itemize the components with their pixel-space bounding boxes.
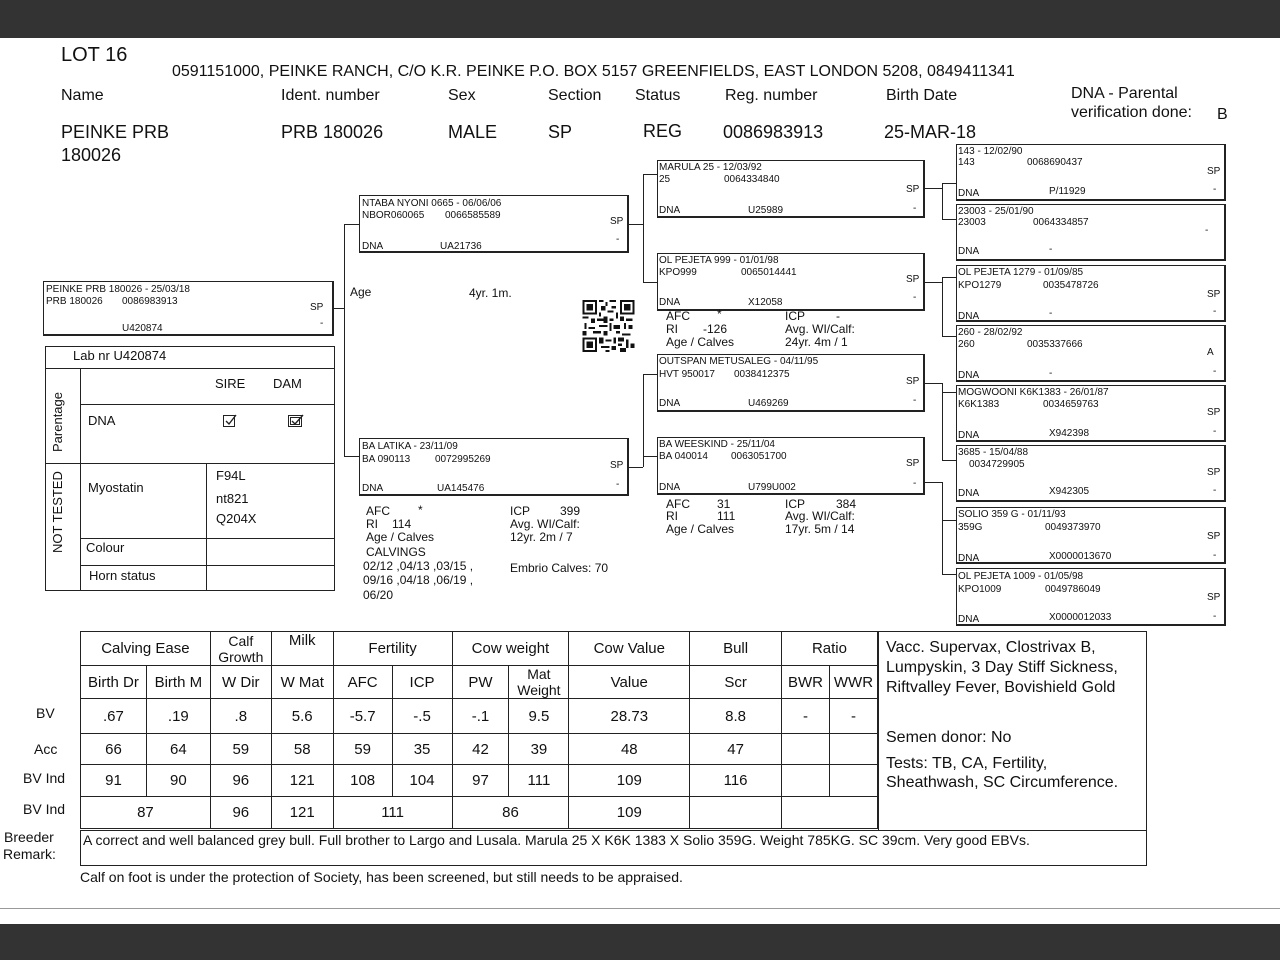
tests-line-1: Tests: TB, CA, Fertility, bbox=[886, 755, 1048, 772]
ggp-section: A bbox=[1207, 347, 1214, 358]
gp-dna-value: U25989 bbox=[748, 205, 784, 216]
dam-agec-label: Age / Calves bbox=[366, 530, 435, 544]
breeder-remark-text: A correct and well balanced grey bull. Full brother to Largo and Lusala. Marula 25 X K6K 1383 X Solio 359G. Weight 785KG. SC 39cm. Very good EBVs. bbox=[83, 832, 1030, 848]
ggp-dna-value: X942398 bbox=[1049, 428, 1090, 439]
ggp-section: SP bbox=[1207, 467, 1221, 478]
ggp-title: OL PEJETA 1279 - 01/09/85 bbox=[958, 267, 1084, 278]
great-grandparent-box bbox=[956, 325, 1226, 382]
ggp-ident: KPO1279 bbox=[958, 280, 1002, 291]
ggp-dna-label: DNA bbox=[958, 188, 980, 199]
subject-pedigree-box bbox=[43, 281, 334, 336]
bv-cell: -.1 bbox=[452, 699, 509, 734]
bv-ind-row bbox=[81, 765, 878, 797]
grandparent-box bbox=[657, 253, 925, 311]
gp-dna-label: DNA bbox=[659, 205, 681, 216]
gp-dash: - bbox=[913, 203, 917, 214]
bvind2-cell: 96 bbox=[210, 797, 271, 829]
ggp-section: SP bbox=[1207, 407, 1221, 418]
gp2-afc-value: * bbox=[717, 307, 722, 321]
subject-title: PEINKE PRB 180026 - 25/03/18 bbox=[46, 284, 190, 295]
bv-table bbox=[80, 631, 878, 829]
dam-reg: 0072995269 bbox=[435, 454, 491, 465]
ggp-dash: - bbox=[1213, 611, 1217, 622]
ggp-dash: - bbox=[1213, 306, 1217, 317]
col-header bbox=[509, 666, 569, 699]
sire-dash: - bbox=[616, 234, 620, 245]
gp4-avg-label: Avg. WI/Calf: bbox=[785, 509, 855, 523]
dam-afc-value: * bbox=[418, 503, 423, 517]
gp-dna-value: U799U002 bbox=[748, 482, 796, 493]
animal-sex: MALE bbox=[448, 122, 498, 142]
header-dna-2: verification done: bbox=[1071, 104, 1192, 121]
ggp-ident: KPO1009 bbox=[958, 584, 1002, 595]
bv-cell: 8.8 bbox=[690, 699, 782, 734]
ggp-section: SP bbox=[1207, 289, 1221, 300]
bvind-cell: 108 bbox=[333, 765, 392, 797]
footer-note: Calf on foot is under the protection of Society, has been screened, but still needs to be appraised. bbox=[80, 869, 683, 885]
sire-dna-value: UA21736 bbox=[440, 241, 482, 252]
header-section: Section bbox=[548, 87, 602, 104]
row-label-bvind-2: BV Ind bbox=[23, 801, 66, 817]
bvind-cell: 116 bbox=[690, 765, 782, 797]
myostatin-q204x: Q204X bbox=[216, 511, 257, 526]
ggp-reg: 0068690437 bbox=[1027, 157, 1083, 168]
subject-section: SP bbox=[310, 302, 324, 313]
dam-ident: BA 090113 bbox=[362, 454, 411, 465]
gp-ident: KPO999 bbox=[659, 267, 697, 278]
gp-ident: HVT 950017 bbox=[659, 369, 715, 380]
bv-cell: .67 bbox=[81, 699, 147, 734]
lab-number: Lab nr U420874 bbox=[73, 348, 167, 363]
ggp-dash: - bbox=[1213, 550, 1217, 561]
bv-ind-grouped-row bbox=[81, 797, 878, 829]
dam-icp-value: 399 bbox=[560, 504, 581, 518]
age-label: Age bbox=[350, 285, 372, 299]
gp2-ri-value: -126 bbox=[703, 322, 728, 336]
tests-line-2: Sheathwash, SC Circumference. bbox=[886, 774, 1119, 791]
dam-calvings-3: 06/20 bbox=[363, 588, 394, 602]
col-header: Birth Dr bbox=[81, 666, 147, 699]
bv-cell: -.5 bbox=[392, 699, 452, 734]
great-grandparent-box bbox=[956, 385, 1226, 442]
gp-reg: 0038412375 bbox=[734, 369, 790, 380]
ggp-dna-value: P/11929 bbox=[1049, 186, 1086, 197]
lot-number: LOT 16 bbox=[61, 44, 128, 66]
gp4-agec-value: 17yr. 5m / 14 bbox=[785, 522, 855, 536]
ggp-reg: 0049786049 bbox=[1045, 584, 1101, 595]
great-grandparent-box bbox=[956, 144, 1226, 201]
bvind2-cell: 109 bbox=[569, 797, 690, 829]
vaccinations-line-2: Lumpyskin, 3 Day Stiff Sickness, bbox=[886, 659, 1118, 676]
myostatin-nt821: nt821 bbox=[216, 491, 249, 506]
col-header: W Mat bbox=[271, 666, 333, 699]
ggp-dash: - bbox=[1213, 426, 1217, 437]
dam-section: SP bbox=[610, 460, 624, 471]
ggp-dna-label: DNA bbox=[958, 430, 980, 441]
dam-dash: - bbox=[616, 479, 620, 490]
header-dna-1: DNA - Parental bbox=[1071, 85, 1178, 102]
acc-cell: 59 bbox=[210, 734, 271, 765]
ggp-reg: 0034659763 bbox=[1043, 399, 1099, 410]
gp-reg: 0064334840 bbox=[724, 174, 780, 185]
subject-dash: - bbox=[320, 318, 324, 329]
bvind-cell bbox=[829, 765, 877, 797]
gp4-ri-label: RI bbox=[666, 509, 678, 523]
col-header-mat-weight: Mat Weight bbox=[517, 666, 561, 698]
header-reg: Reg. number bbox=[725, 87, 818, 104]
col-header: Value bbox=[569, 666, 690, 699]
bv-cell: - bbox=[829, 699, 877, 734]
acc-cell: 66 bbox=[81, 734, 147, 765]
acc-cell: 47 bbox=[690, 734, 782, 765]
gp4-afc-value: 31 bbox=[717, 497, 731, 511]
gp2-agec-value: 24yr. 4m / 1 bbox=[785, 335, 848, 349]
gp-dna-label: DNA bbox=[659, 297, 681, 308]
gp4-ri-value: 111 bbox=[717, 509, 736, 523]
gp2-icp-label: ICP bbox=[785, 309, 806, 323]
ggp-dna-label: DNA bbox=[958, 614, 980, 625]
ggp-dna-value: X942305 bbox=[1049, 486, 1090, 497]
header-birth: Birth Date bbox=[886, 87, 958, 104]
header-sex: Sex bbox=[448, 87, 476, 104]
semen-donor: Semen donor: No bbox=[886, 729, 1012, 746]
col-header: ICP bbox=[392, 666, 452, 699]
not-tested-label: NOT TESTED bbox=[50, 471, 65, 553]
dam-ri-value: 114 bbox=[392, 517, 412, 531]
breeder-remark-label-2: Remark: bbox=[3, 846, 56, 862]
ggp-ident: 359G bbox=[958, 522, 983, 533]
sire-dna-label: DNA bbox=[362, 241, 384, 252]
acc-cell: 64 bbox=[146, 734, 210, 765]
ggp-reg: 0049373970 bbox=[1045, 522, 1101, 533]
header-status: Status bbox=[635, 87, 681, 104]
animal-name-1: PEINKE PRB bbox=[61, 122, 170, 142]
acc-cell: 58 bbox=[271, 734, 333, 765]
group-calf-growth-text: Calf Growth bbox=[218, 632, 264, 665]
bvind-cell: 97 bbox=[452, 765, 509, 797]
acc-cell: 35 bbox=[392, 734, 452, 765]
owner-line: 0591151000, PEINKE RANCH, C/O K.R. PEINKE P.O. BOX 5157 GREENFIELDS, EAST LONDON 5208, 0849411341 bbox=[172, 63, 1015, 80]
bvind2-cell bbox=[690, 797, 782, 829]
gp2-ri-label: RI bbox=[666, 322, 678, 336]
age-value: 4yr. 1m. bbox=[469, 286, 512, 300]
bv-cell: 5.6 bbox=[271, 699, 333, 734]
gp-section: SP bbox=[906, 184, 920, 195]
gp-title: OL PEJETA 999 - 01/01/98 bbox=[659, 255, 779, 266]
gp-dna-value: X12058 bbox=[748, 297, 783, 308]
ggp-ident: 143 bbox=[958, 157, 975, 168]
gp-dash: - bbox=[913, 395, 917, 406]
bvind-cell: 111 bbox=[509, 765, 569, 797]
bv-row bbox=[81, 699, 878, 734]
row-label-acc: Acc bbox=[34, 741, 58, 757]
ggp-dna-label: DNA bbox=[958, 488, 980, 499]
myostatin-label: Myostatin bbox=[88, 480, 144, 495]
ggp-dna-label: DNA bbox=[958, 370, 980, 381]
dam-ri-label: RI bbox=[366, 517, 378, 531]
ggp-title: OL PEJETA 1009 - 01/05/98 bbox=[958, 571, 1084, 582]
acc-cell bbox=[781, 734, 829, 765]
ggp-dna-label: DNA bbox=[958, 553, 980, 564]
bv-cell: - bbox=[781, 699, 829, 734]
ggp-dash: - bbox=[1213, 184, 1217, 195]
bv-cell: 9.5 bbox=[509, 699, 569, 734]
row-label-bvind: BV Ind bbox=[23, 770, 66, 786]
sire-reg: 0066585589 bbox=[445, 210, 501, 221]
gp-ident: 25 bbox=[659, 174, 671, 185]
bvind-cell: 90 bbox=[146, 765, 210, 797]
animal-name-2: 180026 bbox=[61, 145, 122, 165]
bvind2-cell: 86 bbox=[452, 797, 569, 829]
ggp-reg: 0035337666 bbox=[1027, 339, 1083, 350]
ggp-title: MOGWOONI K6K1383 - 26/01/87 bbox=[958, 387, 1109, 398]
header-name: Name bbox=[61, 87, 104, 104]
ggp-dna-value: - bbox=[1049, 308, 1053, 319]
ggp-section: SP bbox=[1207, 166, 1221, 177]
column-header-row bbox=[81, 666, 878, 699]
animal-status: REG bbox=[643, 121, 683, 141]
group-calf-growth bbox=[210, 632, 271, 666]
col-header: W Dir bbox=[210, 666, 271, 699]
ggp-dna-value: X0000013670 bbox=[1049, 551, 1112, 562]
col-header: Scr bbox=[690, 666, 782, 699]
bvind-cell: 104 bbox=[392, 765, 452, 797]
ggp-title: SOLIO 359 G - 01/11/93 bbox=[958, 509, 1066, 520]
dam-check-icon bbox=[288, 414, 304, 433]
ggp-dna-label: DNA bbox=[958, 246, 980, 257]
vaccinations-line-1: Vacc. Supervax, Clostrivax B, bbox=[886, 639, 1096, 656]
ggp-reg: 0034729905 bbox=[969, 459, 1025, 470]
parentage-sire-header: SIRE bbox=[215, 376, 246, 391]
dam-dna-label: DNA bbox=[362, 483, 384, 494]
col-header: PW bbox=[452, 666, 509, 699]
parentage-label: Parentage bbox=[50, 392, 65, 452]
group-calving-ease: Calving Ease bbox=[81, 632, 211, 666]
gp-section: SP bbox=[906, 274, 920, 285]
gp-section: SP bbox=[906, 376, 920, 387]
group-cow-weight: Cow weight bbox=[452, 632, 569, 666]
acc-row bbox=[81, 734, 878, 765]
group-ratio: Ratio bbox=[781, 632, 877, 666]
ggp-title: 3685 - 15/04/88 bbox=[958, 447, 1029, 458]
bv-cell: .8 bbox=[210, 699, 271, 734]
vaccinations-line-3: Riftvalley Fever, Bovishield Gold bbox=[886, 679, 1116, 696]
parentage-dam-header: DAM bbox=[273, 376, 302, 391]
bv-cell: -5.7 bbox=[333, 699, 392, 734]
gp-dna-label: DNA bbox=[659, 482, 681, 493]
gp-dna-value: U469269 bbox=[748, 398, 789, 409]
col-header: WWR bbox=[829, 666, 877, 699]
bvind-cell: 109 bbox=[569, 765, 690, 797]
great-grandparent-box bbox=[956, 265, 1226, 322]
col-header: AFC bbox=[333, 666, 392, 699]
gp-dash: - bbox=[913, 292, 917, 303]
dam-icp-label: ICP bbox=[510, 504, 531, 518]
bottom-bar bbox=[0, 924, 1280, 960]
col-header: Birth M bbox=[146, 666, 210, 699]
bvind-cell bbox=[781, 765, 829, 797]
group-milk: Milk bbox=[271, 632, 333, 666]
subject-reg: 0086983913 bbox=[122, 296, 178, 307]
gp-ident: BA 040014 bbox=[659, 451, 708, 462]
acc-cell: 39 bbox=[509, 734, 569, 765]
group-bull: Bull bbox=[690, 632, 782, 666]
ggp-ident: 260 bbox=[958, 339, 975, 350]
animal-section: SP bbox=[548, 122, 573, 142]
great-grandparent-box bbox=[956, 204, 1226, 261]
group-fertility: Fertility bbox=[333, 632, 452, 666]
bvind-cell: 96 bbox=[210, 765, 271, 797]
ggp-reg: 0064334857 bbox=[1033, 217, 1089, 228]
gp4-agec-label: Age / Calves bbox=[666, 522, 735, 536]
dam-embrio: Embrio Calves: 70 bbox=[510, 561, 609, 575]
bvind2-cell: 121 bbox=[271, 797, 333, 829]
ggp-reg: 0035478726 bbox=[1043, 280, 1099, 291]
ggp-dna-value: X0000012033 bbox=[1049, 612, 1112, 623]
gp-reg: 0065014441 bbox=[741, 267, 797, 278]
gp4-icp-value: 384 bbox=[836, 497, 857, 511]
sire-title: NTABA NYONI 0665 - 06/06/06 bbox=[362, 198, 502, 209]
ggp-ident: 23003 bbox=[958, 217, 986, 228]
ggp-section: SP bbox=[1207, 531, 1221, 542]
header-ident: Ident. number bbox=[281, 87, 380, 104]
acc-cell: 42 bbox=[452, 734, 509, 765]
ggp-dash: - bbox=[1213, 366, 1217, 377]
dam-calvings-1: 02/12 ,04/13 ,03/15 , bbox=[363, 559, 474, 573]
row-label-bv: BV bbox=[36, 705, 55, 721]
sire-section: SP bbox=[610, 216, 624, 227]
acc-cell: 59 bbox=[333, 734, 392, 765]
dam-calvings-label: CALVINGS bbox=[366, 545, 426, 559]
gp-title: BA WEESKIND - 25/11/04 bbox=[659, 439, 775, 450]
horn-status-label: Horn status bbox=[89, 568, 156, 583]
bvind-cell: 121 bbox=[271, 765, 333, 797]
animal-ident: PRB 180026 bbox=[281, 122, 384, 142]
gp-reg: 0063051700 bbox=[731, 451, 787, 462]
parentage-dna-label: DNA bbox=[88, 413, 116, 428]
myostatin-f94l: F94L bbox=[216, 468, 246, 483]
group-cow-value: Cow Value bbox=[569, 632, 690, 666]
gp2-afc-label: AFC bbox=[666, 309, 690, 323]
bvind-cell: 91 bbox=[81, 765, 147, 797]
bvind2-cell: 111 bbox=[333, 797, 452, 829]
separator-line bbox=[0, 908, 1280, 909]
breeder-remark-box bbox=[80, 830, 1147, 866]
animal-reg: 0086983913 bbox=[723, 122, 824, 142]
colour-label: Colour bbox=[86, 540, 125, 555]
ggp-dna-value: - bbox=[1049, 244, 1053, 255]
bvind2-cell bbox=[781, 797, 877, 829]
ggp-dash: - bbox=[1213, 485, 1217, 496]
great-grandparent-box bbox=[956, 507, 1226, 564]
animal-birth: 25-MAR-18 bbox=[884, 122, 977, 142]
dam-dna-value: UA145476 bbox=[437, 483, 485, 494]
subject-dna: U420874 bbox=[122, 323, 163, 334]
sire-box bbox=[359, 195, 629, 253]
dam-box bbox=[359, 438, 629, 496]
dam-calvings-2: 09/16 ,04/18 ,06/19 , bbox=[363, 573, 474, 587]
acc-cell bbox=[829, 734, 877, 765]
grandparent-box bbox=[657, 354, 925, 412]
gp4-afc-label: AFC bbox=[666, 497, 690, 511]
breeder-remark-label-1: Breeder bbox=[4, 829, 54, 845]
dam-agec-value: 12yr. 2m / 7 bbox=[510, 530, 573, 544]
gp-dash: - bbox=[913, 478, 917, 489]
dam-title: BA LATIKA - 23/11/09 bbox=[362, 441, 458, 452]
subject-ident: PRB 180026 bbox=[46, 296, 103, 307]
gp2-icp-value: - bbox=[836, 309, 840, 323]
ggp-dna-value: - bbox=[1049, 368, 1053, 379]
header-dna-value: B bbox=[1217, 106, 1228, 123]
gp2-agec-label: Age / Calves bbox=[666, 335, 735, 349]
top-bar bbox=[0, 0, 1280, 38]
great-grandparent-box bbox=[956, 568, 1226, 626]
ggp-ident: K6K1383 bbox=[958, 399, 1000, 410]
ggp-section: SP bbox=[1207, 592, 1221, 603]
gp-dna-label: DNA bbox=[659, 398, 681, 409]
gp2-avg-label: Avg. WI/Calf: bbox=[785, 322, 855, 336]
ggp-dash: - bbox=[1205, 225, 1209, 236]
ggp-dna-label: DNA bbox=[958, 311, 980, 322]
grandparent-box bbox=[657, 160, 925, 218]
gp4-icp-label: ICP bbox=[785, 497, 806, 511]
grandparent-box bbox=[657, 437, 925, 495]
acc-cell: 48 bbox=[569, 734, 690, 765]
ggp-title: 23003 - 25/01/90 bbox=[958, 206, 1034, 217]
gp-section: SP bbox=[906, 458, 920, 469]
qr-code bbox=[582, 300, 635, 352]
bv-cell: 28.73 bbox=[569, 699, 690, 734]
dam-avg-label: Avg. WI/Calf: bbox=[510, 517, 580, 531]
gp-title: MARULA 25 - 12/03/92 bbox=[659, 162, 762, 173]
great-grandparent-box bbox=[956, 445, 1226, 502]
sire-ident: NBOR060065 bbox=[362, 210, 425, 221]
bv-cell: .19 bbox=[146, 699, 210, 734]
col-header: BWR bbox=[781, 666, 829, 699]
sire-check-icon bbox=[223, 414, 237, 433]
bvind2-cell: 87 bbox=[81, 797, 211, 829]
ggp-title: 143 - 12/02/90 bbox=[958, 146, 1023, 157]
ggp-title: 260 - 28/02/92 bbox=[958, 327, 1023, 338]
dam-afc-label: AFC bbox=[366, 504, 390, 518]
gp-title: OUTSPAN METUSALEG - 04/11/95 bbox=[659, 356, 819, 367]
